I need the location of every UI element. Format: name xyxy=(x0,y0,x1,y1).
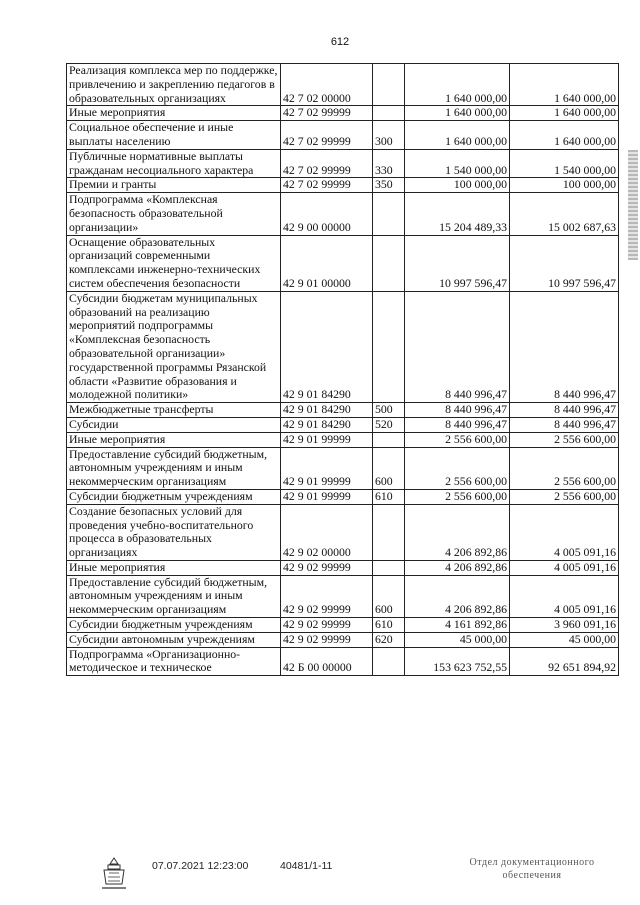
row-name: Подпрограмма «Организационно-методическое и техническое xyxy=(67,647,281,676)
table-row xyxy=(67,403,619,418)
page-number: 612 xyxy=(330,36,350,48)
row-expense-type: 520 xyxy=(373,417,405,432)
row-name: Субсидии бюджетным учреждениям xyxy=(67,618,281,633)
row-expense-type xyxy=(373,647,405,676)
row-value-2022: 8 440 996,47 xyxy=(405,417,510,432)
table-row xyxy=(67,432,619,447)
row-code: 42 9 02 99999 xyxy=(281,618,373,633)
row-value-2022: 15 204 489,33 xyxy=(405,193,510,235)
row-value-2023: 4 005 091,16 xyxy=(510,560,619,575)
row-name: Создание безопасных условий для проведения учебно-воспитательного процесса в образовательных организациях xyxy=(67,504,281,560)
table-row xyxy=(67,575,619,617)
row-expense-type: 610 xyxy=(373,489,405,504)
row-value-2023: 100 000,00 xyxy=(510,178,619,193)
row-value-2023: 2 556 600,00 xyxy=(510,432,619,447)
row-name: Иные мероприятия xyxy=(67,106,281,121)
row-code: 42 7 02 00000 xyxy=(281,64,373,106)
row-code: 42 9 01 84290 xyxy=(281,403,373,418)
row-value-2022: 45 000,00 xyxy=(405,632,510,647)
row-code: 42 9 01 99999 xyxy=(281,489,373,504)
row-expense-type xyxy=(373,560,405,575)
row-value-2023: 45 000,00 xyxy=(510,632,619,647)
row-value-2023: 3 960 091,16 xyxy=(510,618,619,633)
row-name: Иные мероприятия xyxy=(67,560,281,575)
row-value-2023: 10 997 596,47 xyxy=(510,235,619,291)
row-expense-type: 620 xyxy=(373,632,405,647)
row-value-2023: 2 556 600,00 xyxy=(510,489,619,504)
table-row xyxy=(67,647,619,676)
row-expense-type: 500 xyxy=(373,403,405,418)
row-expense-type xyxy=(373,291,405,402)
footer-date: 07.07.2021 12:23:00 xyxy=(152,860,249,872)
row-expense-type xyxy=(373,504,405,560)
row-code: 42 7 02 99999 xyxy=(281,178,373,193)
row-value-2023: 1 540 000,00 xyxy=(510,149,619,178)
footer-department xyxy=(452,856,612,882)
row-code: 42 9 01 84290 xyxy=(281,291,373,402)
row-code: 42 9 00 00000 xyxy=(281,193,373,235)
row-code: 42 7 02 99999 xyxy=(281,106,373,121)
row-value-2023: 2 556 600,00 xyxy=(510,447,619,489)
row-name: Реализация комплекса мер по поддержке, привлечению и закреплению педагогов в образовательных организациях xyxy=(67,64,281,106)
row-expense-type: 610 xyxy=(373,618,405,633)
row-value-2023: 15 002 687,63 xyxy=(510,193,619,235)
row-value-2023: 8 440 996,47 xyxy=(510,291,619,402)
row-name: Межбюджетные трансферты xyxy=(67,403,281,418)
emblem-icon xyxy=(100,856,128,892)
row-expense-type: 600 xyxy=(373,447,405,489)
table-row xyxy=(67,235,619,291)
row-name: Публичные нормативные выплаты гражданам несоциального характера xyxy=(67,149,281,178)
row-expense-type xyxy=(373,235,405,291)
scan-edge-mark xyxy=(628,150,638,260)
row-value-2022: 2 556 600,00 xyxy=(405,489,510,504)
budget-table xyxy=(66,63,619,676)
table-row xyxy=(67,64,619,106)
row-value-2022: 1 640 000,00 xyxy=(405,64,510,106)
row-name: Оснащение образовательных организаций современными комплексами инженерно-технических систем обеспечения безопасности xyxy=(67,235,281,291)
row-code: 42 9 02 00000 xyxy=(281,504,373,560)
row-value-2022: 10 997 596,47 xyxy=(405,235,510,291)
row-name: Социальное обеспечение и иные выплаты населению xyxy=(67,121,281,150)
row-code: 42 9 02 99999 xyxy=(281,632,373,647)
row-name: Премии и гранты xyxy=(67,178,281,193)
row-value-2022: 4 161 892,86 xyxy=(405,618,510,633)
row-code: 42 9 02 99999 xyxy=(281,560,373,575)
row-value-2023: 1 640 000,00 xyxy=(510,121,619,150)
row-code: 42 Б 00 00000 xyxy=(281,647,373,676)
table-row xyxy=(67,193,619,235)
row-value-2022: 2 556 600,00 xyxy=(405,447,510,489)
footer-doc-number: 40481/1-11 xyxy=(280,860,333,872)
row-value-2022: 1 640 000,00 xyxy=(405,121,510,150)
footer-dept-line2: обеспечения xyxy=(502,870,562,881)
table-row xyxy=(67,489,619,504)
row-expense-type xyxy=(373,106,405,121)
table-row xyxy=(67,560,619,575)
row-name: Субсидии xyxy=(67,417,281,432)
row-value-2022: 1 640 000,00 xyxy=(405,106,510,121)
row-name: Субсидии бюджетам муниципальных образований на реализацию мероприятий подпрограммы «Комплексная безопасность образовательной организации» государственной программы Рязанской области «Развитие образования и молодежной политики» xyxy=(67,291,281,402)
row-code: 42 9 02 99999 xyxy=(281,575,373,617)
row-value-2023: 1 640 000,00 xyxy=(510,106,619,121)
row-value-2023: 4 005 091,16 xyxy=(510,504,619,560)
row-value-2022: 2 556 600,00 xyxy=(405,432,510,447)
row-value-2023: 8 440 996,47 xyxy=(510,417,619,432)
row-value-2023: 92 651 894,92 xyxy=(510,647,619,676)
row-name: Предоставление субсидий бюджетным, автономным учреждениям и иным некоммерческим организациям xyxy=(67,447,281,489)
table-row xyxy=(67,447,619,489)
footer-dept-line1: Отдел документационного xyxy=(469,857,595,868)
table-row xyxy=(67,121,619,150)
row-code: 42 9 01 84290 xyxy=(281,417,373,432)
row-name: Подпрограмма «Комплексная безопасность образовательной организации» xyxy=(67,193,281,235)
table-row xyxy=(67,149,619,178)
table-row xyxy=(67,618,619,633)
row-expense-type: 350 xyxy=(373,178,405,193)
page-footer xyxy=(0,856,640,896)
row-expense-type: 600 xyxy=(373,575,405,617)
row-value-2023: 8 440 996,47 xyxy=(510,403,619,418)
row-expense-type xyxy=(373,64,405,106)
table-row xyxy=(67,417,619,432)
table-row xyxy=(67,632,619,647)
row-expense-type xyxy=(373,193,405,235)
row-code: 42 9 01 00000 xyxy=(281,235,373,291)
table-row xyxy=(67,178,619,193)
table-row xyxy=(67,504,619,560)
row-name: Субсидии бюджетным учреждениям xyxy=(67,489,281,504)
row-code: 42 9 01 99999 xyxy=(281,432,373,447)
row-value-2022: 4 206 892,86 xyxy=(405,575,510,617)
row-name: Субсидии автономным учреждениям xyxy=(67,632,281,647)
table-row xyxy=(67,291,619,402)
row-value-2022: 8 440 996,47 xyxy=(405,403,510,418)
row-expense-type: 330 xyxy=(373,149,405,178)
row-value-2022: 4 206 892,86 xyxy=(405,504,510,560)
row-value-2022: 100 000,00 xyxy=(405,178,510,193)
row-value-2022: 4 206 892,86 xyxy=(405,560,510,575)
row-value-2022: 1 540 000,00 xyxy=(405,149,510,178)
row-name: Предоставление субсидий бюджетным, автономным учреждениям и иным некоммерческим организациям xyxy=(67,575,281,617)
row-code: 42 9 01 99999 xyxy=(281,447,373,489)
row-expense-type xyxy=(373,432,405,447)
row-expense-type: 300 xyxy=(373,121,405,150)
row-code: 42 7 02 99999 xyxy=(281,121,373,150)
row-value-2023: 4 005 091,16 xyxy=(510,575,619,617)
row-value-2022: 8 440 996,47 xyxy=(405,291,510,402)
table-row xyxy=(67,106,619,121)
row-value-2022: 153 623 752,55 xyxy=(405,647,510,676)
row-code: 42 7 02 99999 xyxy=(281,149,373,178)
row-name: Иные мероприятия xyxy=(67,432,281,447)
row-value-2023: 1 640 000,00 xyxy=(510,64,619,106)
